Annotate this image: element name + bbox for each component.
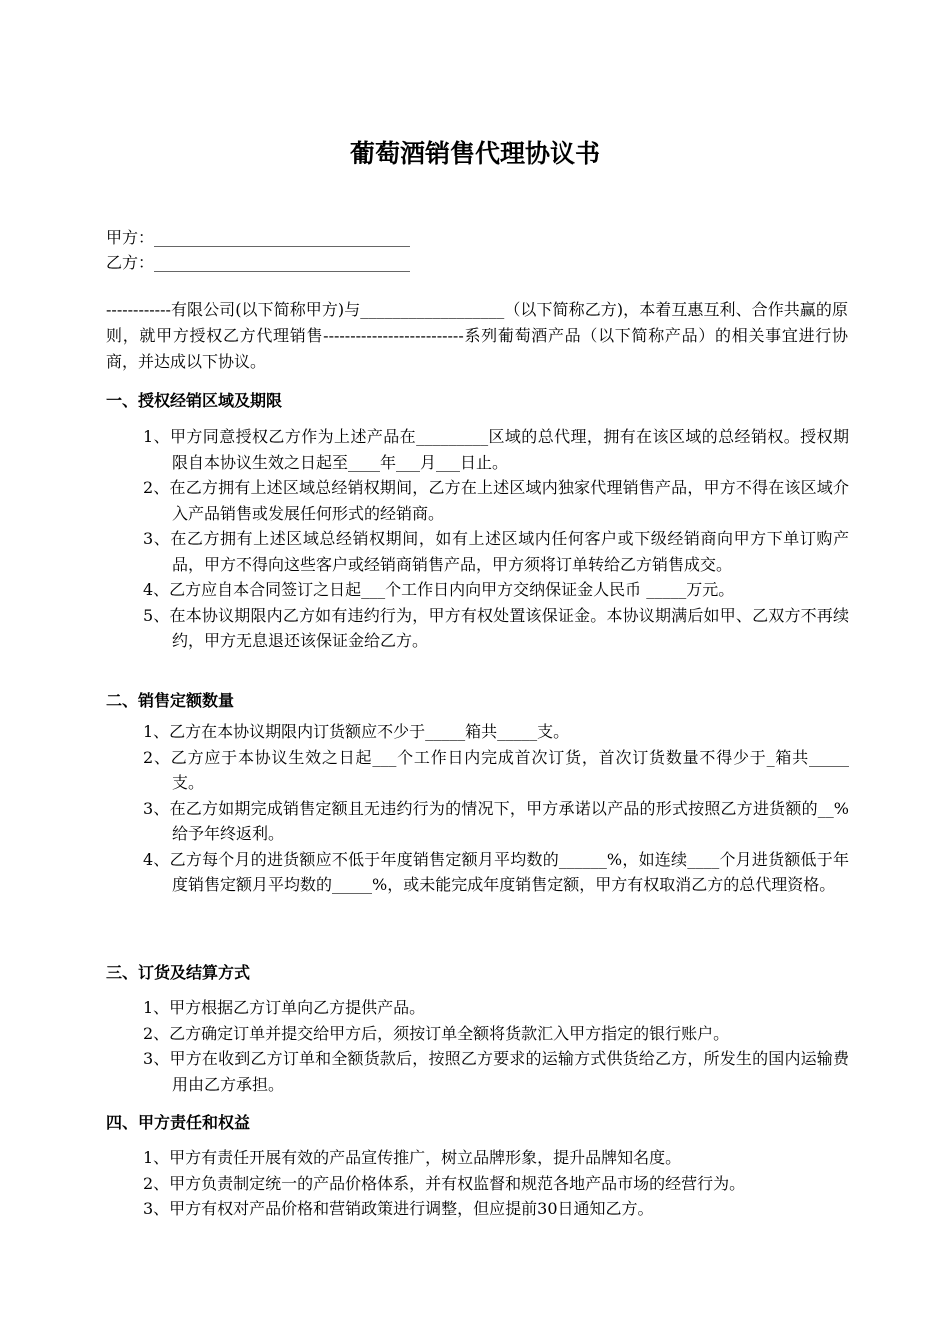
- clause: 2、在乙方拥有上述区域总经销权期间，乙方在上述区域内独家代理销售产品，甲方不得在该区域介入产品销售或发展任何形式的经销商。: [143, 478, 849, 523]
- section-heading: 三、订货及结算方式: [106, 963, 251, 982]
- clause: 1、甲方根据乙方订单向乙方提供产品。: [143, 998, 426, 1017]
- clause: 4、乙方每个月的进货额应不低于年度销售定额月平均数的______%，如连续____个月进货额低于年度销售定额月平均数的_____%，或未能完成年度销售定额，甲方有权取消乙方的总代理资格。: [143, 849, 849, 894]
- section-items: [143, 424, 849, 654]
- section-items: [143, 719, 849, 898]
- clause: 3、在乙方如期完成销售定额且无违约行为的情况下，甲方承诺以产品的形式按照乙方进货额的__%给予年终返利。: [143, 798, 849, 843]
- clause: 3、甲方有权对产品价格和营销政策进行调整，但应提前30日通知乙方。: [143, 1199, 654, 1218]
- clause: 1、甲方同意授权乙方作为上述产品在_________区域的总代理，拥有在该区域的总经销权。授权期限自本协议生效之日起至____年___月___日止。: [143, 427, 849, 472]
- section-items: [143, 1145, 849, 1222]
- clause: 3、在乙方拥有上述区域总经销权期间，如有上述区域内任何客户或下级经销商向甲方下单订购产品，甲方不得向这些客户或经销商销售产品，甲方须将订单转给乙方销售成交。: [143, 529, 849, 574]
- clause: 1、乙方在本协议期限内订货额应不少于_____箱共_____支。: [143, 722, 570, 741]
- section-heading: 一、授权经销区域及期限: [106, 391, 283, 410]
- section-items: [143, 995, 849, 1097]
- section-heading: 二、销售定额数量: [106, 691, 235, 710]
- section-heading: 四、甲方责任和权益: [106, 1113, 251, 1132]
- party-b-line: 乙方：________________________________: [106, 253, 411, 272]
- clause: 2、乙方确定订单并提交给甲方后，须按订单全额将货款汇入甲方指定的银行账户。: [143, 1023, 730, 1043]
- clause: 3、甲方在收到乙方订单和全额货款后，按照乙方要求的运输方式供货给乙方，所发生的国内运输费用由乙方承担。: [143, 1049, 849, 1094]
- clause: 2、甲方负责制定统一的产品价格体系，并有权监督和规范各地产品市场的经营行为。: [143, 1173, 746, 1193]
- intro-paragraph: ------------有限公司(以下简称甲方)与__________________（以下简称乙方)，本着互惠互利、合作共赢的原则，就甲方授权乙方代理销售--------------------------系列葡萄酒产品（以下简称产品）的相关事宜进行协商，并达成以下协议。: [106, 300, 848, 371]
- party-a-line: 甲方：________________________________: [106, 228, 411, 247]
- clause: 2、乙方应于本协议生效之日起___个工作日内完成首次订货，首次订货数量不得少于_箱共_____支。: [143, 747, 849, 792]
- clause: 4、乙方应自本合同签订之日起___个工作日内向甲方交纳保证金人民币 _____万元。: [143, 580, 735, 599]
- clause: 5、在本协议期限内乙方如有违约行为，甲方有权处置该保证金。本协议期满后如甲、乙双方不再续约，甲方无息退还该保证金给乙方。: [143, 605, 849, 650]
- document-title: 葡萄酒销售代理协议书: [349, 139, 600, 168]
- clause: 1、甲方有责任开展有效的产品宣传推广，树立品牌形象，提升品牌知名度。: [143, 1148, 682, 1167]
